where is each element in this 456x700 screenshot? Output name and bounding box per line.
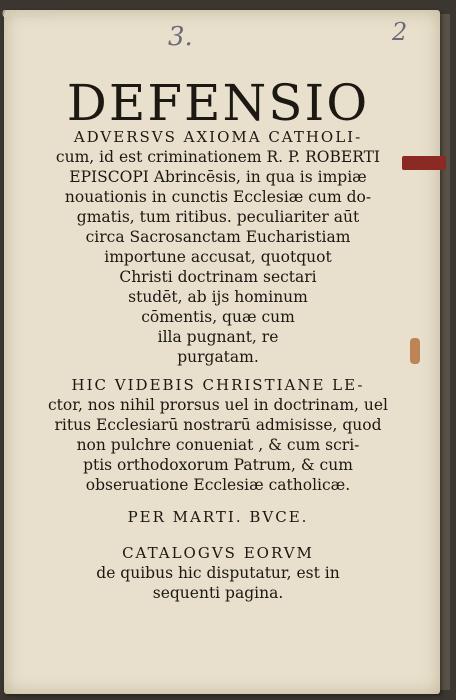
- subtitle-line: illa pugnant, re: [157, 328, 279, 346]
- subtitle-line: cōmentis, quæ cum: [141, 308, 295, 326]
- catalogue-line: CATALOGVS EORVM: [122, 544, 314, 562]
- subtitle-line: Christi doctrinam sectari: [119, 268, 317, 286]
- author-line: PER MARTI. BVCE.: [127, 508, 309, 526]
- catalogue-line: de quibus hic disputatur, est in: [96, 564, 340, 582]
- reader-note-line: HIC VIDEBIS CHRISTIANE LE-: [71, 376, 365, 394]
- handwritten-mark-left: 3.: [168, 22, 193, 52]
- book-edge: [440, 14, 450, 690]
- reader-note-line: ptis orthodoxorum Patrum, & cum: [83, 456, 353, 474]
- book-title: DEFENSIO: [66, 74, 370, 132]
- catalogue-line: sequenti pagina.: [152, 584, 284, 602]
- subtitle-line: gmatis, tum ritibus. peculiariter aūt: [76, 208, 360, 226]
- subtitle-line: circa Sacrosanctam Eucharistiam: [85, 228, 351, 246]
- subtitle-line: studēt, ab ijs hominum: [128, 288, 308, 306]
- reader-note-line: non pulchre conueniat , & cum scri-: [76, 436, 360, 454]
- subtitle-line: importune accusat, quotquot: [104, 248, 332, 266]
- subtitle-line: cum, id est criminationem R. P. ROBERTI: [55, 148, 381, 166]
- catalog-number: 00035667: [2, 9, 55, 20]
- handwritten-mark-right: 2: [392, 18, 408, 46]
- reader-note-line: ritus Ecclesiarū nostrarū admisisse, quod: [54, 416, 382, 434]
- reader-note-line: obseruatione Ecclesiæ catholicæ.: [85, 476, 351, 494]
- subtitle-line: EPISCOPI Abrincēsis, in qua is impiæ: [69, 168, 367, 186]
- reader-note-line: ctor, nos nihil prorsus uel in doctrinam, uel: [48, 396, 388, 414]
- subtitle-line: purgatam.: [177, 348, 259, 366]
- subtitle-line: nouationis in cunctis Ecclesiæ cum do-: [64, 188, 372, 206]
- subtitle-line: ADVERSVS AXIOMA CATHOLI-: [73, 128, 363, 146]
